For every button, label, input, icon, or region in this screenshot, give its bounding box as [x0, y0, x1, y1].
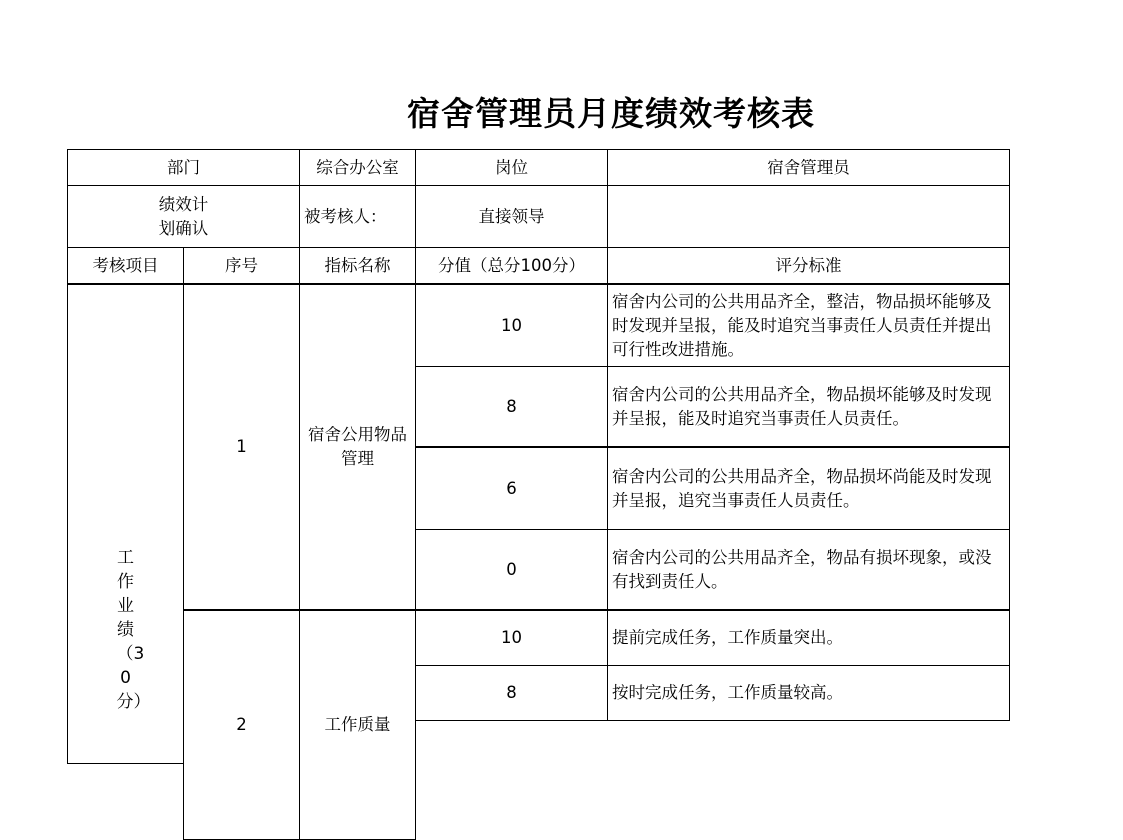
criteria-cell: 宿舍内公司的公共用品齐全，物品损坏尚能及时发现并呈报，追究当事责任人员责任。	[607, 447, 1010, 530]
score-cell: 10	[415, 284, 608, 367]
score-cell: 6	[415, 447, 608, 530]
category-label: 工作业绩（30分）	[116, 548, 151, 712]
score-cell: 10	[415, 610, 608, 666]
position-label: 岗位	[415, 149, 608, 186]
criteria-cell: 按时完成任务，工作质量较高。	[607, 665, 1010, 721]
position-value[interactable]: 宿舍管理员	[607, 149, 1010, 186]
plan-confirm-label: 绩效计划确认	[158, 194, 209, 238]
col-header-score: 分值（总分100分）	[415, 247, 608, 285]
col-header-criteria: 评分标准	[607, 247, 1010, 285]
criteria-cell: 宿舍内公司的公共用品齐全，整洁，物品损坏能够及时发现并呈报，能及时追究当事责任人员责任并提出可行性改进措施。	[607, 284, 1010, 367]
dept-label: 部门	[67, 149, 300, 186]
group-indicator: 宿舍公用物品管理	[308, 425, 407, 468]
group-seq: 2	[183, 610, 300, 840]
assessment-table	[67, 149, 1010, 734]
plan-confirm-cell	[67, 185, 300, 248]
page-title: 宿舍管理员月度绩效考核表	[407, 94, 815, 133]
direct-leader-label: 直接领导	[415, 185, 608, 248]
col-header-seq: 序号	[183, 247, 300, 285]
col-header-item: 考核项目	[67, 247, 184, 285]
group-indicator: 工作质量	[299, 610, 416, 840]
criteria-cell: 提前完成任务，工作质量突出。	[607, 610, 1010, 666]
score-cell: 8	[415, 665, 608, 721]
dept-value[interactable]: 综合办公室	[299, 149, 416, 186]
signature-blank[interactable]	[607, 185, 1010, 248]
criteria-cell: 宿舍内公司的公共用品齐全，物品有损坏现象，或没有找到责任人。	[607, 529, 1010, 611]
score-cell: 8	[415, 366, 608, 448]
category-cell	[67, 284, 184, 764]
group-seq: 1	[183, 284, 300, 611]
score-cell: 0	[415, 529, 608, 611]
col-header-indicator: 指标名称	[299, 247, 416, 285]
group-indicator-cell	[299, 284, 416, 611]
assessee-label: 被考核人：	[299, 185, 416, 248]
criteria-cell: 宿舍内公司的公共用品齐全，物品损坏能够及时发现并呈报，能及时追究当事责任人员责任。	[607, 366, 1010, 448]
